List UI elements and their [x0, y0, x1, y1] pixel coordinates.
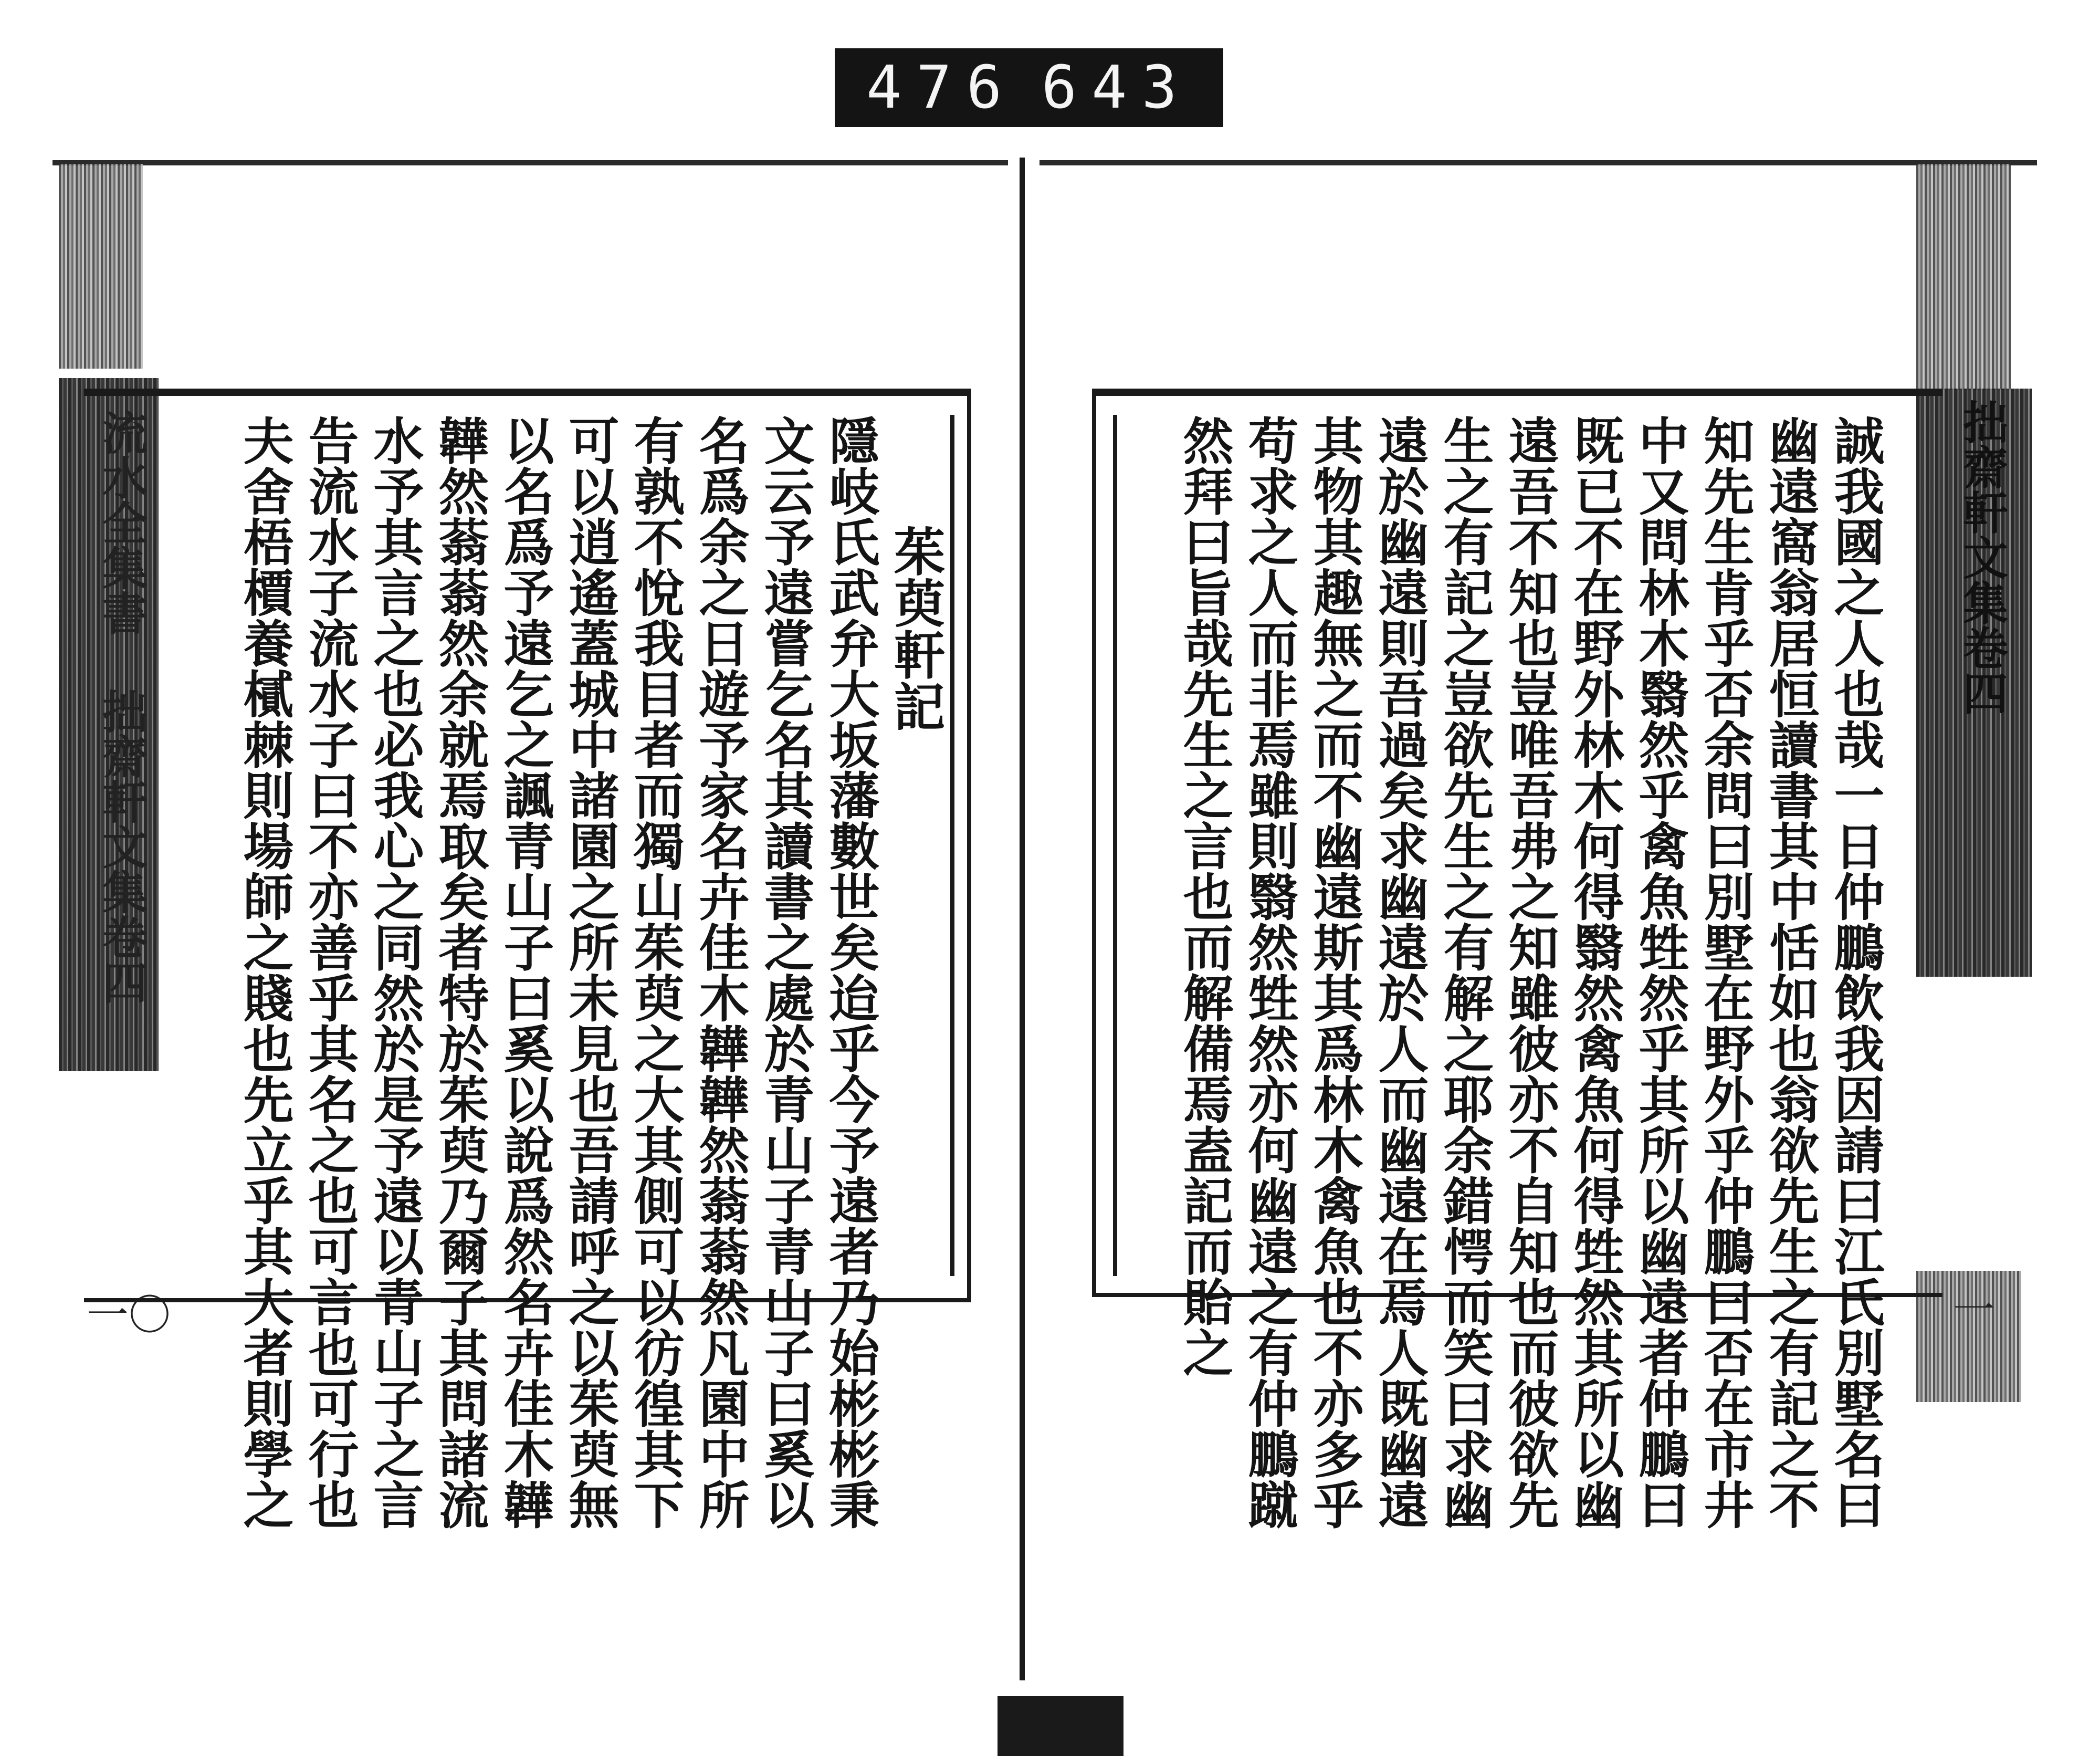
right-edge-smudge-top — [1916, 164, 2011, 390]
right-page-inner-rule — [1113, 415, 1117, 1276]
binding-gutter-line — [1020, 158, 1025, 1680]
left-col-8: 水予其言之也必我心之同然於是予遠以青山子之言 — [365, 415, 425, 1530]
right-col-7: 生之有記之豈欲先生之有解之耶余錯愕而笑曰求幽 — [1435, 415, 1495, 1530]
film-number-left: 476 — [866, 54, 1017, 122]
left-col-7: 韡然蓊蓊然余就焉取矣者特於茱萸乃爾子其問諸流 — [430, 415, 490, 1530]
left-page-top-edge — [52, 160, 1008, 165]
left-page-number: 一〇 — [87, 1291, 171, 1340]
right-col-9: 其物其趣無之而不幽遠斯其爲林木禽魚也不亦多乎 — [1305, 415, 1364, 1530]
right-col-2: 幽遠窩翁居恒讀書其中恬如也翁欲先生之有記之不 — [1761, 415, 1820, 1530]
right-col-1: 誠我國之人也哉一日仲鵬飲我因請曰江氏別墅名曰 — [1826, 415, 1885, 1530]
left-col-6: 以名爲予遠乞之諷青山子曰奚以說爲然名卉佳木韡 — [496, 415, 555, 1530]
right-page-top-edge — [1040, 160, 2037, 165]
left-col-9: 告流水子流水子曰不亦善乎其名之也可言也可行也 — [300, 415, 360, 1530]
right-col-8: 遠於幽遠則吾過矣求幽遠於人而幽遠在焉人既幽遠 — [1370, 415, 1430, 1530]
binding-clip — [998, 1696, 1124, 1756]
left-margin-caption: 流水全集書 拙齋軒文集卷四 — [94, 410, 148, 1005]
right-col-10: 苟求之人而非焉雖則翳然甡然亦何幽遠之有仲鵬蹴 — [1240, 415, 1299, 1530]
left-edge-smudge-top — [59, 164, 143, 369]
left-page-inner-rule — [950, 415, 954, 1276]
left-col-10: 夫舍梧檟養樲棘則場師之賤也先立乎其大者則學之 — [235, 415, 295, 1530]
essay-title: 茱萸軒記 — [885, 525, 946, 732]
right-col-6: 遠吾不知也豈唯吾弗之知雖彼亦不自知也而彼欲先 — [1500, 415, 1560, 1530]
right-col-11: 然拜曰旨哉先生之言也而解備焉盍記而貽之 — [1175, 415, 1234, 1378]
right-margin-caption: 拙齋軒文集卷四 — [1955, 399, 2008, 715]
left-col-3: 名爲余之日遊予家名卉佳木韡韡然蓊蓊然凡園中所 — [691, 415, 750, 1530]
left-col-1: 隱岐氏武弁大坂藩數世矣迨乎今予遠者乃始彬彬秉 — [821, 415, 880, 1530]
film-number-right: 643 — [1041, 54, 1192, 122]
right-page-number: 一 — [1953, 1285, 1995, 1334]
right-col-4: 中又問林木翳然乎禽魚甡然乎其所以幽遠者仲鵬曰 — [1631, 415, 1690, 1530]
film-number-label — [835, 48, 1223, 127]
right-col-3: 知先生肯乎否余問曰別墅在野外乎仲鵬曰否在市井 — [1696, 415, 1755, 1530]
left-col-4: 有孰不悅我目者而獨山茱萸之大其側可以彷徨其下 — [626, 415, 685, 1530]
left-col-5: 可以逍遙蓋城中諸園之所未見也吾請呼之以茱萸無 — [561, 415, 620, 1530]
right-col-5: 既已不在野外林木何得翳然禽魚何得甡然其所以幽 — [1566, 415, 1625, 1530]
left-col-2: 文云予遠嘗乞名其讀書之處於青山子青山子曰奚以 — [756, 415, 815, 1530]
